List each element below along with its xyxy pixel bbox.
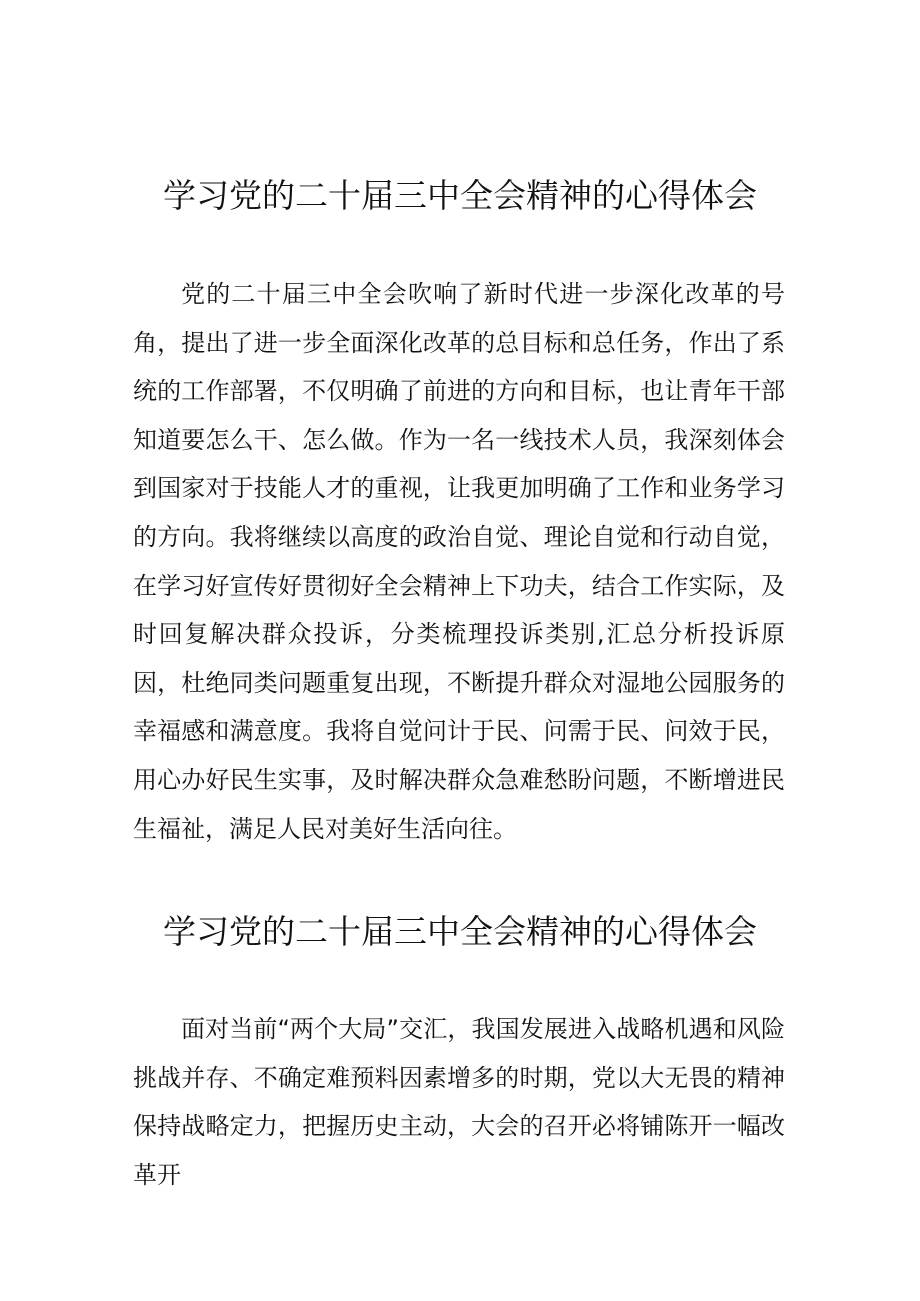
section-1-title: 学习党的二十届三中全会精神的心得体会 [163, 176, 757, 215]
section-2-title: 学习党的二十届三中全会精神的心得体会 [163, 912, 757, 951]
section-2-paragraph: 面对当前“两个大局”交汇，我国发展进入战略机遇和风险挑战并存、不确定难预料因素增多的时期，党以大无畏的精神保持战略定力，把握历史主动，大会的召开必将铺陈开一幅改革开 [133, 1015, 785, 1189]
section-1-paragraph: 党的二十届三中全会吹响了新时代进一步深化改革的号角，提出了进一步全面深化改革的总目标和总任务，作出了系统的工作部署，不仅明确了前进的方向和目标，也让青年干部知道要怎么干、怎么做。作为一名一线技术人员，我深刻体会到国家对于技能人才的重视，让我更加明确了工作和业务学习的方向。我将继续以高度的政治自觉、理论自觉和行动自觉，在学习好宣传好贯彻好全会精神上下功夫，结合工作实际，及时回复解决群众投诉，分类梳理投诉类别,汇总分析投诉原因，杜绝同类问题重复出现，不断提升群众对湿地公园服务的幸福感和满意度。我将自觉问计于民、问需于民、问效于民，用心办好民生实事，及时解决群众急难愁盼问题，不断增进民生福祉，满足人民对美好生活向往。 [133, 280, 785, 843]
